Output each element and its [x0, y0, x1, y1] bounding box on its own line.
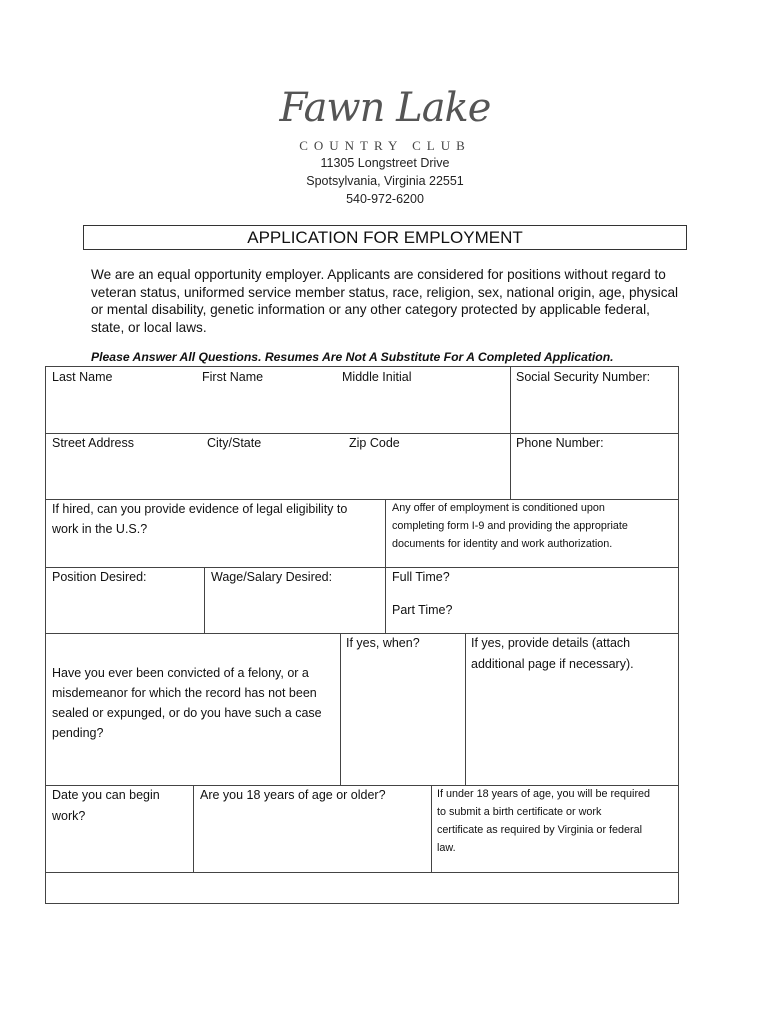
- under-18-note: If under 18 years of age, you will be required: [437, 788, 651, 800]
- felony-question: Have you ever been convicted of a felony, or a: [52, 666, 309, 680]
- i9-note: completing form I-9 and providing the appropriate: [392, 520, 628, 532]
- city-state-label: City/State: [207, 436, 262, 450]
- column-divider: [431, 785, 432, 872]
- full-time-label: Full Time?: [392, 570, 450, 584]
- if-yes-details-label: additional page if necessary).: [471, 657, 634, 671]
- first-name-label: First Name: [202, 370, 264, 384]
- felony-when-field[interactable]: [341, 634, 465, 785]
- last-name-label: Last Name: [52, 370, 113, 384]
- company-phone: 540-972-6200: [346, 192, 424, 206]
- part-time-label: Part Time?: [392, 603, 453, 617]
- column-divider: [385, 499, 386, 567]
- if-yes-when-label: If yes, when?: [346, 636, 420, 650]
- if-yes-details-label: If yes, provide details (attach: [471, 636, 631, 650]
- under-18-note: to submit a birth certificate or work: [437, 806, 602, 818]
- name-field[interactable]: [46, 367, 510, 433]
- address-line-2: Spotsylvania, Virginia 22551: [306, 174, 464, 188]
- position-desired-label: Position Desired:: [52, 570, 147, 584]
- phone-number-label: Phone Number:: [516, 436, 604, 450]
- start-date-label: Date you can begin: [52, 788, 160, 802]
- ssn-label: Social Security Number:: [516, 370, 651, 384]
- start-date-label: work?: [52, 809, 86, 823]
- zip-code-label: Zip Code: [349, 436, 400, 450]
- wage-desired-label: Wage/Salary Desired:: [211, 570, 333, 584]
- under-18-note: law.: [437, 842, 456, 854]
- age-question-label: Are you 18 years of age or older?: [200, 788, 386, 802]
- i9-note: documents for identity and work authorization.: [392, 538, 613, 550]
- address-line-1: 11305 Longstreet Drive: [320, 156, 450, 170]
- i9-note: Any offer of employment is conditioned upon: [392, 502, 605, 514]
- company-logo: Fawn Lake: [279, 85, 491, 131]
- blank-row-field[interactable]: [46, 873, 678, 903]
- legal-eligibility-label: work in the U.S.?: [52, 522, 148, 536]
- form-instruction: Please Answer All Questions. Resumes Are Not A Substitute For A Completed Application.: [91, 350, 614, 364]
- company-logo-subtitle: COUNTRY CLUB: [299, 138, 471, 153]
- legal-eligibility-label: If hired, can you provide evidence of legal eligibility to: [52, 502, 348, 516]
- street-address-label: Street Address: [52, 436, 134, 450]
- application-form: [45, 366, 679, 904]
- eeo-statement: We are an equal opportunity employer. Applicants are considered for positions without regard to veteran status, uniformed service member status, race, religion, sex, national origin, age, physical or mental disability, genetic information or any other category protected by applicable federal, state, or local laws.: [91, 267, 679, 335]
- felony-question: misdemeanor for which the record has not been: [52, 686, 317, 700]
- page-title: APPLICATION FOR EMPLOYMENT: [83, 225, 687, 250]
- under-18-note: certificate as required by Virginia or federal: [437, 824, 643, 836]
- felony-question: sealed or expunged, or do you have such a case: [52, 706, 322, 720]
- felony-question: pending?: [52, 726, 104, 740]
- middle-initial-label: Middle Initial: [342, 370, 412, 384]
